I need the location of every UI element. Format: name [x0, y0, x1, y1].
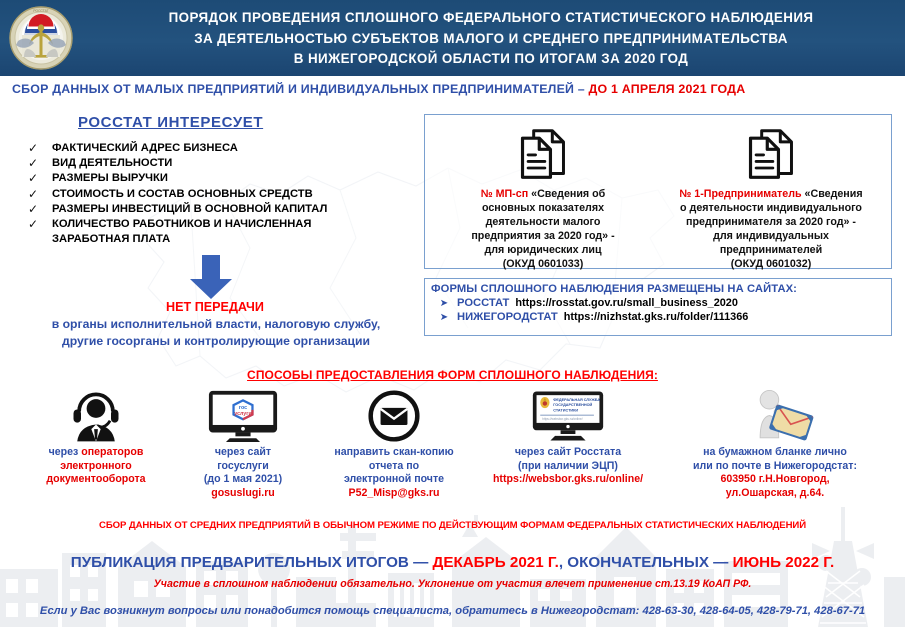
participation-warning: Участие в сплошном наблюдении обязательно. Уклонение от участия влечет применение ст.13.19 КоАП РФ.	[153, 578, 752, 590]
list-item-label: ФАКТИЧЕСКИЙ АДРЕС БИЗНЕСА	[52, 142, 238, 154]
methods-row	[0, 388, 905, 518]
svg-text:https://websbor.gks.ru/online/: https://websbor.gks.ru/online/	[542, 417, 583, 422]
list-item-label: РАЗМЕРЫ ВЫРУЧКИ	[52, 172, 168, 185]
form-mp-sp-l3: предприятия за 2020 год» -	[471, 230, 615, 242]
title-line-3: В НИЖЕГОРОДСКОЙ ОБЛАСТИ ПО ИТОГАМ ЗА 2020 ГОД	[293, 51, 689, 66]
form-mp-sp-l5: (ОКУД 0601033)	[502, 258, 584, 270]
svg-text:РОССТАТ: РОССТАТ	[33, 9, 49, 13]
site-row-rosstat[interactable]	[431, 297, 885, 309]
method-paper-caption	[648, 446, 902, 500]
documents-icon	[661, 123, 881, 185]
method-gosuslugi-caption	[178, 446, 308, 500]
svg-text:СТАТИСТИКИ: СТАТИСТИКИ	[553, 408, 579, 413]
sites-heading: ФОРМЫ СПЛОШНОГО НАБЛЮДЕНИЯ РАЗМЕЩЕНЫ НА САЙТАХ:	[431, 283, 798, 295]
no-transfer-text	[0, 316, 432, 349]
form-ip-l2: предпринимателя за 2020 год» -	[686, 216, 856, 228]
method-operator-caption	[6, 446, 186, 487]
form-1-predprinimatel	[661, 123, 881, 271]
method-email-caption	[300, 446, 488, 500]
sites-box	[424, 278, 892, 336]
list-item-label: ВИД ДЕЯТЕЛЬНОСТИ	[52, 157, 173, 170]
gosuslugi-monitor-icon	[178, 388, 308, 442]
form-mp-sp-caption	[433, 187, 653, 271]
m1-l3r: документооборота	[46, 473, 146, 486]
m1-l2r: электронного	[60, 459, 132, 472]
m5-l2: или по почте в Нижегородстат:	[693, 459, 857, 472]
form-1-predprinimatel-code: № 1-Предприниматель	[679, 188, 802, 200]
publication-line	[0, 554, 905, 571]
person-with-envelope-icon	[648, 388, 902, 442]
m4-l1: через сайт Росстата	[514, 446, 622, 458]
list-item-label-continuation: ЗАРАБОТНАЯ ПЛАТА	[52, 233, 171, 246]
svg-text:гос: гос	[238, 404, 248, 411]
m3-l1: направить скан-копию	[334, 446, 454, 458]
form-ip-l0: «Сведения	[804, 188, 863, 200]
interest-heading: РОССТАТ ИНТЕРЕСУЕТ	[78, 114, 264, 131]
poster-header	[0, 0, 905, 78]
check-icon: ✓	[28, 201, 39, 216]
interest-list	[28, 141, 428, 247]
collection-deadline: ДО 1 АПРЕЛЯ 2021 ГОДА	[588, 82, 746, 96]
form-mp-sp-l2: деятельности малого	[485, 216, 601, 228]
m5-l3r: 603950 г.Н.Новгород,	[720, 473, 830, 486]
method-paper	[648, 388, 902, 500]
check-icon: ✓	[28, 217, 39, 232]
method-operator	[6, 388, 186, 487]
check-icon: ✓	[28, 171, 39, 186]
form-mp-sp-l4: для юридических лиц	[484, 244, 602, 256]
svg-text:ФЕДЕРАЛЬНАЯ СЛУЖБА: ФЕДЕРАЛЬНАЯ СЛУЖБА	[553, 398, 601, 403]
publication-part-1: ПУБЛИКАЦИЯ ПРЕДВАРИТЕЛЬНЫХ ИТОГОВ —	[70, 554, 433, 571]
list-item-label: СТОИМОСТЬ И СОСТАВ ОСНОВНЫХ СРЕДСТВ	[52, 187, 313, 200]
rosstat-emblem-icon	[8, 5, 74, 71]
rosstat-monitor-icon	[470, 388, 666, 442]
title-line-2: ЗА ДЕЯТЕЛЬНОСТЬЮ СУБЪЕКТОВ МАЛОГО И СРЕДНЕГО ПРЕДПРИНИМАТЕЛЬСТВА	[194, 30, 788, 46]
medium-enterprises-note: СБОР ДАННЫХ ОТ СРЕДНИХ ПРЕДПРИЯТИЙ В ОБЫЧНОМ РЕЖИМЕ ПО ДЕЙСТВУЮЩИМ ФОРМАМ ФЕДЕРАЛЬНЫХ СТАТИСТИЧЕСКИХ НАБЛЮДЕНИЙ	[99, 520, 806, 531]
m3-l3: электронной почте	[343, 473, 445, 486]
list-item	[28, 171, 428, 186]
svg-text:услуги: услуги	[234, 411, 252, 418]
method-gosuslugi	[178, 388, 308, 500]
check-icon: ✓	[28, 186, 39, 201]
form-mp-sp-l1: основных показателях	[481, 202, 605, 214]
documents-icon	[433, 123, 653, 185]
form-mp-sp-code: № МП-сп	[480, 188, 529, 200]
methods-heading: СПОСОБЫ ПРЕДОСТАВЛЕНИЯ ФОРМ СПЛОШНОГО НАБЛЮДЕНИЯ:	[247, 368, 658, 382]
m3-l2: отчета по	[368, 459, 420, 472]
form-mp-sp-l0: «Сведения об	[531, 188, 606, 200]
site-row-nizhstat[interactable]	[431, 311, 885, 323]
page-title	[86, 8, 896, 70]
m3-l4r[interactable]: P52_Misp@gks.ru	[348, 486, 440, 499]
site-name-rosstat: РОССТАТ	[457, 297, 510, 309]
m2-l4r[interactable]: gosuslugi.ru	[211, 486, 275, 499]
check-icon: ✓	[28, 141, 39, 155]
publication-part-2: , ОКОНЧАТЕЛЬНЫХ —	[558, 554, 733, 571]
site-url-nizhstat[interactable]: https://nizhstat.gks.ru/folder/111366	[563, 311, 749, 323]
m2-l1: через сайт	[214, 446, 272, 458]
m1-l1r: операторов	[81, 446, 144, 458]
arrow-bullet-icon: ➤	[439, 298, 449, 309]
title-line-1: ПОРЯДОК ПРОВЕДЕНИЯ СПЛОШНОГО ФЕДЕРАЛЬНОГО СТАТИСТИЧЕСКОГО НАБЛЮДЕНИЯ	[168, 10, 814, 25]
collection-headline-main: СБОР ДАННЫХ ОТ МАЛЫХ ПРЕДПРИЯТИЙ И ИНДИВИДУАЛЬНЫХ ПРЕДПРИНИМАТЕЛЕЙ –	[12, 82, 589, 96]
no-transfer-title: НЕТ ПЕРЕДАЧИ	[166, 300, 264, 314]
form-ip-l1: о деятельности индивидуального	[680, 202, 862, 214]
m5-l1: на бумажном бланке лично	[703, 446, 847, 458]
method-websbor	[470, 388, 666, 487]
check-icon: ✓	[28, 156, 39, 171]
m2-l3: (до 1 мая 2021)	[203, 473, 283, 486]
site-name-nizhstat: НИЖЕГОРОДСТАТ	[457, 311, 558, 323]
m5-l4r: ул.Ошарская, д.64.	[725, 486, 825, 499]
m2-l2: госуслуги	[217, 459, 269, 472]
operator-headset-icon	[6, 388, 186, 442]
list-item	[28, 141, 428, 156]
method-email	[300, 388, 488, 500]
list-item	[28, 156, 428, 171]
arrow-bullet-icon: ➤	[439, 312, 449, 323]
no-transfer-line-1: в органы исполнительной власти, налоговую службу,	[51, 317, 381, 331]
svg-text:ГОСУДАРСТВЕННОЙ: ГОСУДАРСТВЕННОЙ	[553, 403, 593, 408]
list-item	[28, 217, 428, 232]
site-url-rosstat[interactable]: https://rosstat.gov.ru/small_business_2020	[515, 297, 738, 309]
publication-date-preliminary: ДЕКАБРЬ 2021 Г.	[432, 554, 559, 571]
form-1-predprinimatel-caption	[661, 187, 881, 271]
no-transfer-line-2: другие госорганы и контролирующие организации	[62, 333, 370, 348]
forms-box	[424, 114, 892, 269]
list-item-label: РАЗМЕРЫ ИНВЕСТИЦИЙ В ОСНОВНОЙ КАПИТАЛ	[52, 202, 328, 215]
list-item	[28, 202, 428, 217]
form-ip-l5: (ОКУД 0601032)	[730, 258, 812, 270]
form-mp-sp	[433, 123, 653, 271]
down-arrow-icon	[190, 255, 232, 299]
m4-l3r[interactable]: https://websbor.gks.ru/online/	[492, 473, 644, 486]
envelope-icon	[300, 388, 488, 442]
collection-headline	[12, 82, 893, 96]
poster-body	[0, 78, 905, 627]
form-ip-l4: предпринимателей	[719, 244, 823, 256]
form-ip-l3: для индивидуальных	[713, 230, 829, 242]
publication-date-final: ИЮНЬ 2022 Г.	[732, 554, 835, 571]
m4-l2: (при наличии ЭЦП)	[518, 459, 618, 472]
m1-l1: через	[48, 446, 82, 458]
list-item-label: КОЛИЧЕСТВО РАБОТНИКОВ И НАЧИСЛЕННАЯ	[52, 218, 312, 231]
list-item	[28, 187, 428, 202]
method-websbor-caption	[470, 446, 666, 487]
contact-footer: Если у Вас возникнут вопросы или понадобится помощь специалиста, обратитесь в Нижегородстат: 428-63-30, 428-64-05, 428-79-71, 428-67-71	[39, 605, 866, 617]
